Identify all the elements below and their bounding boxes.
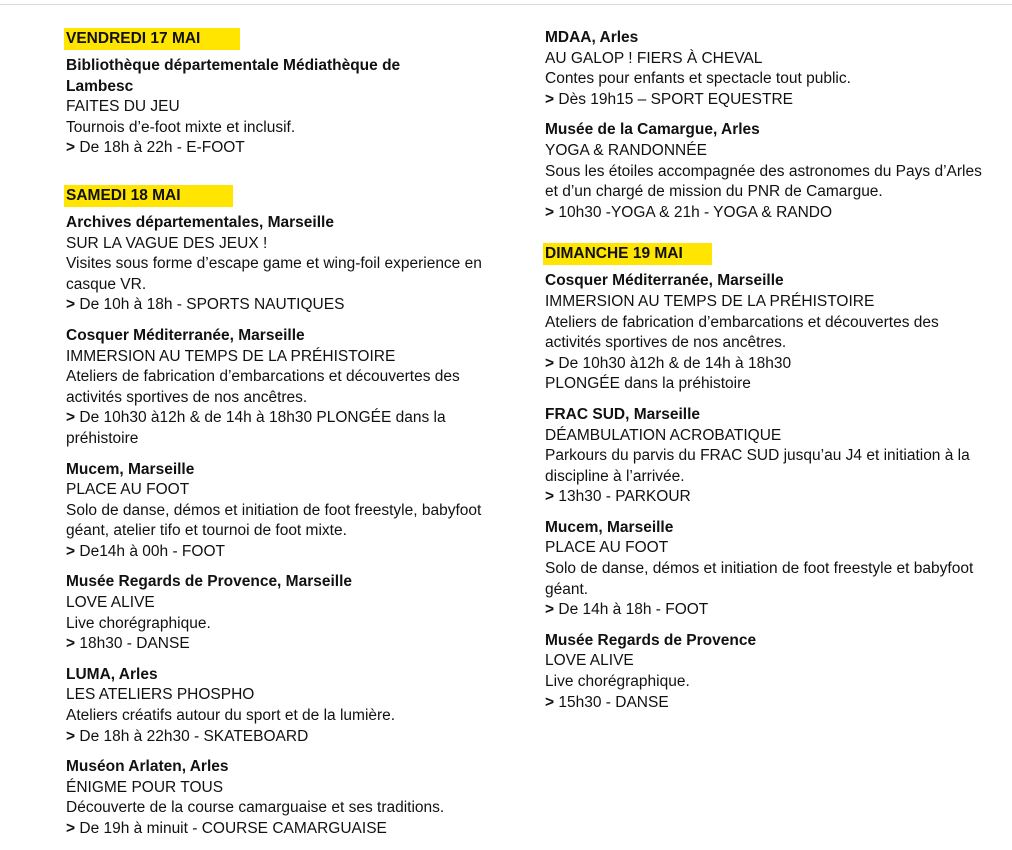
event-description: Live chorégraphique. bbox=[545, 673, 690, 691]
event-venue: Musée Regards de Provence, Marseille bbox=[66, 573, 353, 591]
event-item bbox=[545, 405, 997, 508]
event-item bbox=[66, 757, 506, 839]
event-description: Solo de danse, démos et initiation de foot freestyle et babyfoot géant. bbox=[545, 560, 974, 598]
event-description: Live chorégraphique. bbox=[66, 614, 211, 632]
event-description: Parkours du parvis du FRAC SUD jusqu’au J4 et initiation à la discipline à l’arrivée. bbox=[545, 447, 970, 485]
arrow-icon: > bbox=[66, 296, 76, 314]
arrow-icon: > bbox=[545, 90, 555, 108]
event-description: Sous les étoiles accompagnée des astronomes du Pays d’Arles et d’un chargé de mission du PNR de Camargue. bbox=[545, 162, 982, 201]
event-title: SUR LA VAGUE DES JEUX ! bbox=[66, 234, 268, 252]
event-title: LOVE ALIVE bbox=[66, 594, 155, 612]
event-description: Découverte de la course camarguaise et ses traditions. bbox=[66, 799, 445, 817]
event-time: > De 18h à 22h - E-FOOT bbox=[66, 139, 245, 157]
event-title: DÉAMBULATION ACROBATIQUE bbox=[545, 426, 782, 444]
event-time: > De 18h à 22h30 - SKATEBOARD bbox=[66, 727, 309, 745]
event-time: > 10h30 -YOGA & 21h - YOGA & RANDO bbox=[545, 203, 833, 221]
event-time: > 18h30 - DANSE bbox=[66, 635, 190, 653]
event-description: Ateliers de fabrication d’embarcations et découvertes des activités sportives de nos ancêtres. bbox=[545, 313, 939, 352]
day-heading-vendredi: VENDREDI 17 MAI bbox=[64, 28, 240, 50]
event-time: > De 10h à 18h - SPORTS NAUTIQUES bbox=[66, 296, 345, 314]
event-description: Tournois d’e-foot mixte et inclusif. bbox=[66, 118, 296, 136]
event-item bbox=[545, 271, 997, 395]
event-description: Ateliers créatifs autour du sport et de la lumière. bbox=[66, 707, 396, 725]
event-venue: Archives départementales, Marseille bbox=[66, 213, 334, 231]
event-venue: LUMA, Arles bbox=[66, 665, 158, 683]
event-time: > De 10h30 à12h & de 14h à 18h30 bbox=[545, 354, 792, 372]
event-item bbox=[545, 28, 997, 110]
event-item bbox=[66, 665, 506, 747]
event-title: IMMERSION AU TEMPS DE LA PRÉHISTOIRE bbox=[545, 292, 875, 310]
arrow-icon: > bbox=[545, 488, 555, 506]
arrow-icon: > bbox=[545, 203, 555, 221]
schedule-left-column bbox=[66, 28, 506, 850]
event-title: YOGA & RANDONNÉE bbox=[545, 141, 707, 159]
schedule-right-column bbox=[545, 28, 997, 723]
event-venue: FRAC SUD, Marseille bbox=[545, 405, 701, 423]
event-venue: Musée de la Camargue, Arles bbox=[545, 121, 760, 139]
event-item bbox=[66, 213, 506, 316]
event-title: LES ATELIERS PHOSPHO bbox=[66, 686, 255, 704]
top-divider bbox=[0, 4, 1012, 5]
event-venue: Cosquer Méditerranée, Marseille bbox=[545, 272, 784, 290]
event-title: AU GALOP ! FIERS À CHEVAL bbox=[545, 49, 763, 67]
arrow-icon: > bbox=[66, 635, 76, 653]
event-item bbox=[66, 460, 506, 563]
arrow-icon: > bbox=[66, 727, 76, 745]
event-time-extra: PLONGÉE dans la préhistoire bbox=[545, 375, 751, 393]
event-time: > De14h à 00h - FOOT bbox=[66, 542, 225, 560]
arrow-icon: > bbox=[66, 542, 76, 560]
arrow-icon: > bbox=[66, 409, 76, 427]
event-title: ÉNIGME POUR TOUS bbox=[66, 778, 224, 796]
event-venue: Cosquer Méditerranée, Marseille bbox=[66, 326, 305, 344]
event-item bbox=[66, 572, 506, 654]
event-time: > 15h30 - DANSE bbox=[545, 693, 669, 711]
event-title: IMMERSION AU TEMPS DE LA PRÉHISTOIRE bbox=[66, 347, 396, 365]
event-venue: MDAA, Arles bbox=[545, 29, 639, 46]
event-venue: Mucem, Marseille bbox=[545, 518, 674, 536]
event-venue: Musée Regards de Provence bbox=[545, 631, 757, 649]
event-description: Solo de danse, démos et initiation de foot freestyle, babyfoot géant, atelier tifo et tournoi de foot mixte. bbox=[66, 501, 482, 540]
event-time: > De 10h30 à12h & de 14h à 18h30 PLONGÉE dans la préhistoire bbox=[66, 409, 446, 447]
day-heading-samedi: SAMEDI 18 MAI bbox=[64, 185, 233, 207]
arrow-icon: > bbox=[66, 139, 76, 157]
event-description: Contes pour enfants et spectacle tout public. bbox=[545, 70, 851, 88]
event-time: > De 19h à minuit - COURSE CAMARGUAISE bbox=[66, 820, 387, 837]
event-title: PLACE AU FOOT bbox=[545, 539, 669, 557]
event-venue: Mucem, Marseille bbox=[66, 460, 195, 478]
arrow-icon: > bbox=[545, 693, 555, 711]
event-item bbox=[66, 56, 506, 159]
event-title: FAITES DU JEU bbox=[66, 98, 180, 116]
event-item bbox=[545, 120, 997, 223]
event-title: LOVE ALIVE bbox=[545, 652, 634, 670]
event-item bbox=[66, 326, 506, 450]
arrow-icon: > bbox=[545, 354, 555, 372]
arrow-icon: > bbox=[545, 601, 555, 619]
event-description: Ateliers de fabrication d’embarcations et découvertes des activités sportives de nos ancêtres. bbox=[66, 368, 460, 406]
event-item bbox=[545, 518, 997, 621]
event-item bbox=[545, 631, 997, 713]
arrow-icon: > bbox=[66, 820, 76, 837]
event-description: Visites sous forme d’escape game et wing-foil experience en casque VR. bbox=[66, 255, 482, 293]
event-time: > Dès 19h15 – SPORT EQUESTRE bbox=[545, 90, 793, 108]
event-venue: Bibliothèque départementale Médiathèque de Lambesc bbox=[66, 57, 401, 95]
event-time: > 13h30 - PARKOUR bbox=[545, 488, 691, 506]
event-venue: Muséon Arlaten, Arles bbox=[66, 758, 229, 776]
event-time: > De 14h à 18h - FOOT bbox=[545, 601, 709, 619]
event-title: PLACE AU FOOT bbox=[66, 481, 190, 499]
day-heading-dimanche: DIMANCHE 19 MAI bbox=[543, 243, 712, 265]
